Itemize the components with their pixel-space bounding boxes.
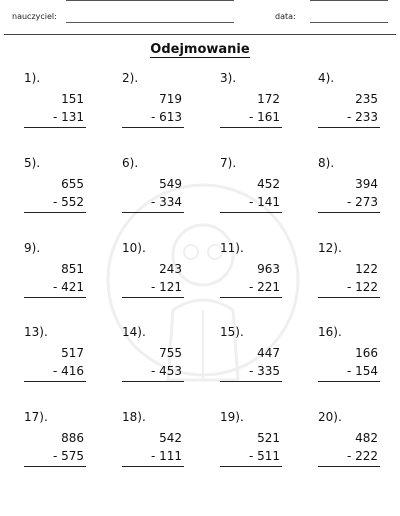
minuend: 166 [355, 346, 378, 360]
problem-item [318, 241, 380, 311]
problem-item [24, 156, 86, 226]
answer-line[interactable] [220, 297, 282, 298]
problem-number: 20). [318, 410, 342, 424]
problem-number: 11). [220, 241, 244, 255]
problem-item [220, 71, 282, 141]
problem-number: 10). [122, 241, 146, 255]
minuend: 452 [257, 177, 280, 191]
subtrahend: - 233 [346, 110, 378, 124]
minuend: 517 [61, 346, 84, 360]
problem-number: 19). [220, 410, 244, 424]
subtrahend: - 511 [248, 449, 280, 463]
subtrahend: - 131 [52, 110, 84, 124]
answer-line[interactable] [24, 212, 86, 213]
minuend: 719 [159, 92, 182, 106]
problem-number: 12). [318, 241, 342, 255]
answer-line[interactable] [220, 466, 282, 467]
teacher-label: nauczyciel: [12, 12, 57, 21]
answer-line[interactable] [318, 212, 380, 213]
problem-number: 1). [24, 71, 41, 85]
answer-line[interactable] [24, 297, 86, 298]
problem-item [318, 71, 380, 141]
subtrahend: - 121 [150, 280, 182, 294]
problem-number: 13). [24, 325, 48, 339]
problem-number: 9). [24, 241, 41, 255]
minuend: 394 [355, 177, 378, 191]
answer-line[interactable] [122, 297, 184, 298]
problem-item [24, 410, 86, 480]
problem-item [24, 241, 86, 311]
problem-item [220, 241, 282, 311]
problem-number: 6). [122, 156, 139, 170]
problem-item [122, 71, 184, 141]
subtrahend: - 575 [52, 449, 84, 463]
problem-number: 7). [220, 156, 237, 170]
problem-number: 15). [220, 325, 244, 339]
minuend: 851 [61, 262, 84, 276]
minuend: 542 [159, 431, 182, 445]
subtrahend: - 334 [150, 195, 182, 209]
subtrahend: - 111 [150, 449, 182, 463]
minuend: 243 [159, 262, 182, 276]
problem-number: 5). [24, 156, 41, 170]
problem-item [24, 71, 86, 141]
subtrahend: - 335 [248, 364, 280, 378]
problem-item [318, 156, 380, 226]
minuend: 549 [159, 177, 182, 191]
problem-number: 4). [318, 71, 335, 85]
answer-line[interactable] [220, 212, 282, 213]
problem-item [122, 410, 184, 480]
subtrahend: - 453 [150, 364, 182, 378]
answer-line[interactable] [122, 212, 184, 213]
date-label: data: [275, 12, 296, 21]
answer-line[interactable] [318, 466, 380, 467]
answer-line[interactable] [24, 381, 86, 382]
problem-item [220, 410, 282, 480]
minuend: 172 [257, 92, 280, 106]
problem-number: 3). [220, 71, 237, 85]
problem-number: 16). [318, 325, 342, 339]
minuend: 122 [355, 262, 378, 276]
subtrahend: - 416 [52, 364, 84, 378]
subtrahend: - 421 [52, 280, 84, 294]
subtrahend: - 613 [150, 110, 182, 124]
teacher-field-line[interactable] [66, 22, 234, 23]
answer-line[interactable] [122, 127, 184, 128]
problem-number: 17). [24, 410, 48, 424]
problem-item [220, 156, 282, 226]
subtrahend: - 161 [248, 110, 280, 124]
answer-line[interactable] [318, 297, 380, 298]
minuend: 235 [355, 92, 378, 106]
subtrahend: - 222 [346, 449, 378, 463]
problem-item [24, 325, 86, 395]
minuend: 755 [159, 346, 182, 360]
problem-item [122, 241, 184, 311]
page-title-text: Odejmowanie [150, 42, 250, 57]
subtrahend: - 273 [346, 195, 378, 209]
minuend: 521 [257, 431, 280, 445]
answer-line[interactable] [220, 127, 282, 128]
answer-line[interactable] [122, 466, 184, 467]
answer-line[interactable] [220, 381, 282, 382]
problem-item [122, 156, 184, 226]
problem-item [220, 325, 282, 395]
minuend: 447 [257, 346, 280, 360]
answer-line[interactable] [24, 466, 86, 467]
minuend: 151 [61, 92, 84, 106]
subtrahend: - 122 [346, 280, 378, 294]
answer-line[interactable] [318, 381, 380, 382]
minuend: 482 [355, 431, 378, 445]
minuend: 886 [61, 431, 84, 445]
subtrahend: - 552 [52, 195, 84, 209]
subtrahend: - 221 [248, 280, 280, 294]
subtrahend: - 154 [346, 364, 378, 378]
header-top-line-left [66, 0, 234, 1]
problem-item [122, 325, 184, 395]
date-field-line[interactable] [310, 22, 388, 23]
problem-item [318, 325, 380, 395]
problem-number: 8). [318, 156, 335, 170]
answer-line[interactable] [24, 127, 86, 128]
problem-number: 2). [122, 71, 139, 85]
header-top-line-right [310, 0, 388, 1]
answer-line[interactable] [318, 127, 380, 128]
page-title [0, 42, 400, 58]
problem-number: 14). [122, 325, 146, 339]
problem-number: 18). [122, 410, 146, 424]
subtrahend: - 141 [248, 195, 280, 209]
header-separator [4, 34, 396, 35]
minuend: 655 [61, 177, 84, 191]
answer-line[interactable] [122, 381, 184, 382]
minuend: 963 [257, 262, 280, 276]
problem-item [318, 410, 380, 480]
